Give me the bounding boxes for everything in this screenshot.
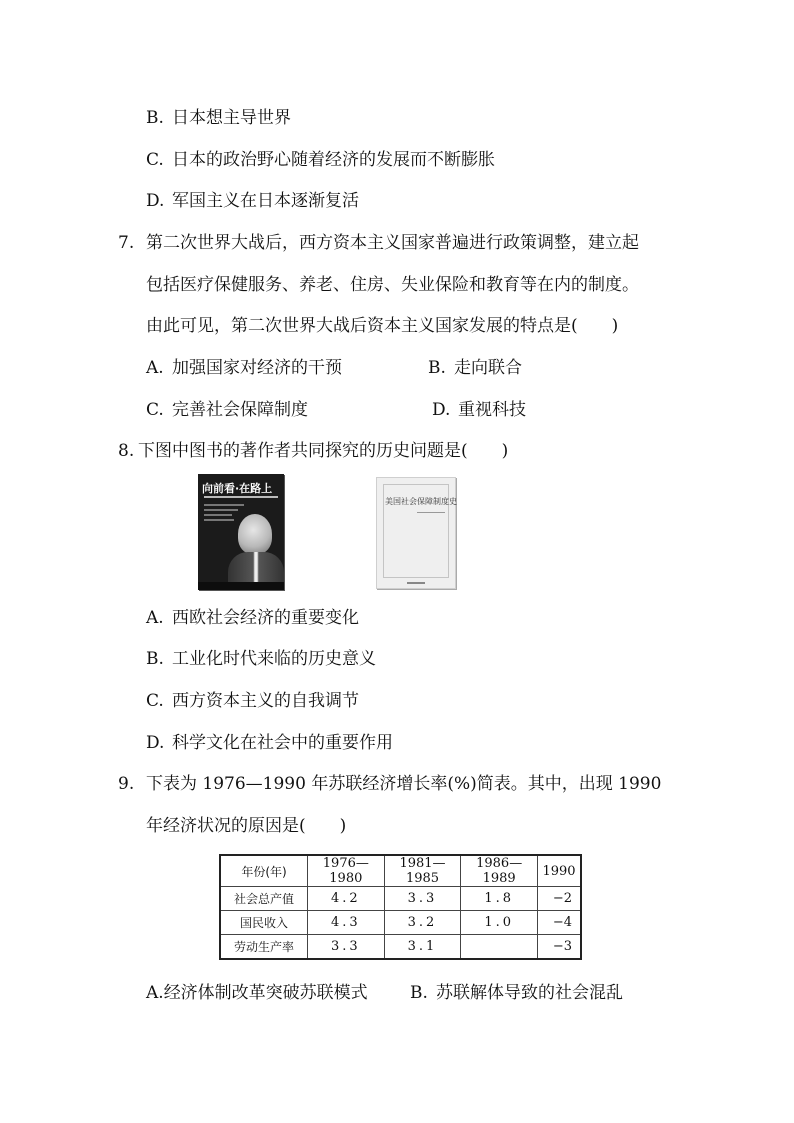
q9-stem-text-1: 下表为 1976—1990 年苏联经济增长率(%)简表。其中，出现 1990 [146,774,662,794]
q8-option-c-text: 西方资本主义的自我调节 [172,691,359,711]
q6-option-c-text: 日本的政治野心随着经济的发展而不断膨胀 [172,150,495,170]
book2-author-rule [417,512,445,513]
table-cell: 1.0 [461,911,538,935]
table-header-cell: 1986—1989 [461,855,538,887]
q8-option-a-text: 西欧社会经济的重要变化 [172,608,359,628]
portrait-face [238,514,272,554]
q8-option-d [146,732,393,754]
table-cell: −4 [538,911,582,935]
book1-text-line [204,519,234,521]
q8-option-a [146,607,359,629]
table-cell: −2 [538,887,582,911]
book1-text-line [204,504,244,506]
q7-stem-text-1: 第二次世界大战后，西方资本主义国家普遍进行政策调整，建立起 [146,233,639,253]
table-header-cell: 1976—1980 [308,855,385,887]
book1-text-line [204,509,238,511]
table-cell: 3.2 [384,911,461,935]
q7-stem-line-2: 包括医疗保健服务、养老、住房、失业保险和教育等在内的制度。 [146,275,639,295]
q7-option-d-label: D. [432,400,451,420]
q7-number: 7. [118,233,135,253]
q8-option-c [146,690,359,712]
table-header-cell: 1981—1985 [384,855,461,887]
q7-option-d-text: 重视科技 [458,400,526,420]
table-header-cell: 年份(年) [220,855,308,887]
book1-text-line [204,514,232,516]
q8-stem [118,440,508,462]
table-header-cell: 1990 [538,855,582,887]
q8-option-d-label: D. [146,733,165,753]
q7-option-a [146,357,342,379]
q9-option-b-label: B. [410,983,428,1003]
q6-option-c-label: C. [146,150,164,170]
q9-option-a [146,982,368,1004]
table-cell: 3.3 [308,935,385,960]
q7-option-b-label: B. [428,358,446,378]
q7-option-b-text: 走向联合 [454,358,522,378]
book-cover-social-security [376,477,456,589]
q9-option-b-text: 苏联解体导致的社会混乱 [436,983,623,1003]
table-row [220,935,581,960]
q7-stem-line-1 [118,232,639,254]
q9-option-a-label: A. [146,983,164,1003]
table-cell: −3 [538,935,582,960]
q7-option-c [146,399,308,421]
q9-stem-line-1 [118,773,661,795]
table-row [220,887,581,911]
q8-option-b [146,648,376,670]
q8-option-d-text: 科学文化在社会中的重要作用 [172,733,393,753]
book2-title: 美国社会保障制度史 [385,497,457,506]
table-row-label: 国民收入 [220,911,308,935]
book-cover-roosevelt [198,474,284,590]
book1-bottom-band [198,582,284,590]
q9-option-b [410,982,623,1004]
soviet-growth-table [219,854,582,960]
table-cell: 1.8 [461,887,538,911]
q7-option-d [432,399,526,421]
q8-option-a-label: A. [146,608,164,628]
q6-option-d [146,190,359,212]
table-cell [461,935,538,960]
q7-option-a-text: 加强国家对经济的干预 [172,358,342,378]
q9-stem-line-2: 年经济状况的原因是( ) [146,816,347,836]
table-row-label: 社会总产值 [220,887,308,911]
q7-stem-line-3: 由此可见，第二次世界大战后资本主义国家发展的特点是( ) [146,316,619,336]
q8-number: 8. [118,441,135,461]
q9-number: 9. [118,774,135,794]
book1-subtitle-rule [204,496,278,498]
q8-option-c-label: C. [146,691,164,711]
q7-option-a-label: A. [146,358,164,378]
q6-option-d-label: D. [146,191,165,211]
q8-option-b-text: 工业化时代来临的历史意义 [172,649,376,669]
q7-option-c-text: 完善社会保障制度 [172,400,308,420]
q6-option-b-label: B. [146,108,164,128]
table-cell: 3.1 [384,935,461,960]
book1-title: 向前看·在路上 [202,482,273,495]
q7-option-c-label: C. [146,400,164,420]
q9-option-a-text: 经济体制改革突破苏联模式 [163,983,368,1003]
q8-stem-text: 下图中图书的著作者共同探究的历史问题是( ) [138,441,509,461]
table-row [220,911,581,935]
q6-option-d-text: 军国主义在日本逐渐复活 [172,191,359,211]
q6-option-c [146,149,495,171]
table-cell: 3.3 [384,887,461,911]
table-cell: 4.2 [308,887,385,911]
book2-publisher-mark [407,582,425,584]
table-row-label: 劳动生产率 [220,935,308,960]
q7-option-b [428,357,522,379]
table-header-row [220,855,581,887]
q6-option-b-text: 日本想主导世界 [172,108,291,128]
table-cell: 4.3 [308,911,385,935]
q8-option-b-label: B. [146,649,164,669]
q6-option-b [146,107,291,129]
portrait-suit [228,552,284,582]
